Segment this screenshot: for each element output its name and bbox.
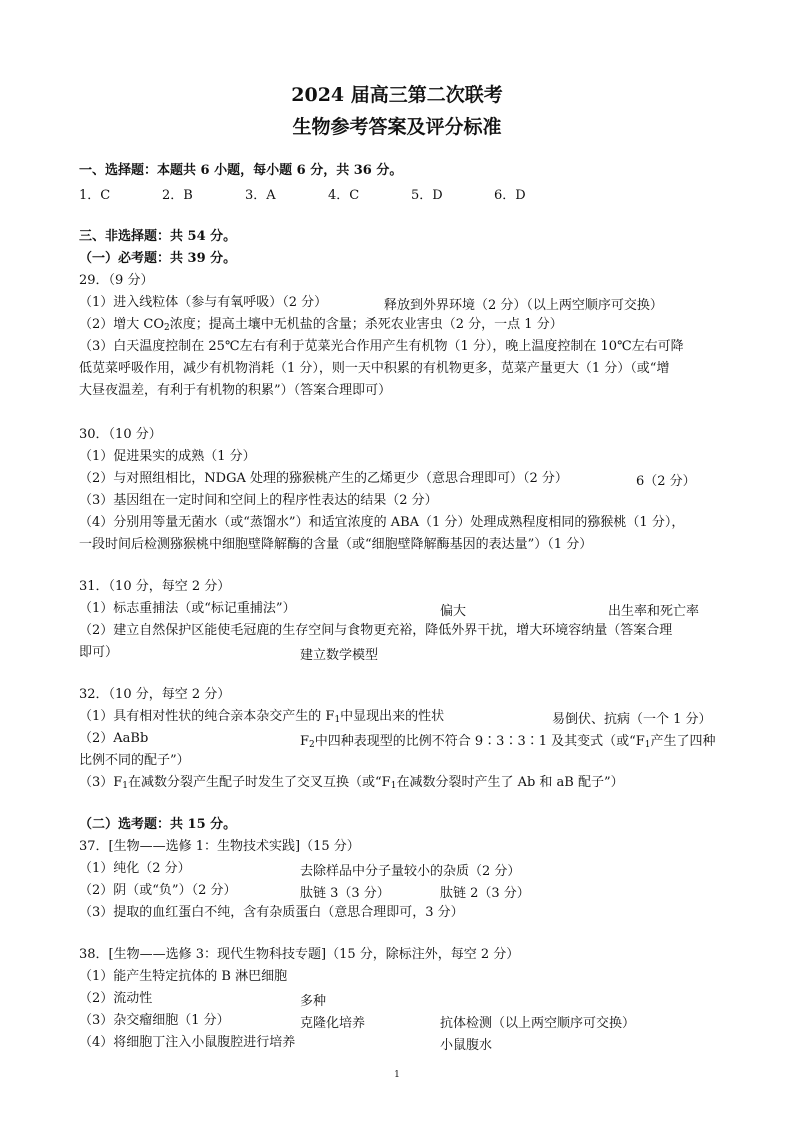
q37-answer-2b: 肽链 3（3 分） bbox=[300, 886, 390, 901]
q32-answer-3: $(3)F_1$在减数分裂产生配子时发生了交叉互换（或“$F_1$在减数分裂时产生了 Ab 和 aB 配子”） bbox=[79, 775, 624, 791]
q29-answer-2: （2）增大 $CO_2$浓度；提高土壤中无机盐的含量；杀死农业害虫（2 分，一点 1 分） bbox=[79, 317, 563, 333]
answer-2: 2．B bbox=[162, 188, 193, 203]
q32-answer-1b: 易倒伏、抗病（一个 1 分） bbox=[552, 712, 712, 727]
q38-answer-2: （2）流动性 bbox=[79, 991, 153, 1006]
q37-answer-2: （2）阴（或“负”）（2 分） bbox=[79, 883, 237, 898]
answer-1: 1．C bbox=[79, 188, 111, 203]
q29-answer-1b: 释放到外界环境（2 分）（以上两空顺序可交换） bbox=[384, 298, 663, 313]
q30-answer-3: （3）基因组在一定时间和空间上的程序性表达的结果（2 分） bbox=[79, 493, 438, 508]
q37-answer-1b: 去除样品中分子量较小的杂质（2 分） bbox=[300, 864, 521, 879]
q31-heading: 31．（10 分，每空 2 分） bbox=[79, 579, 231, 594]
q30-answer-1: （1）促进果实的成熟（1 分） bbox=[79, 449, 256, 464]
q38-answer-4b: 小鼠腹水 bbox=[440, 1038, 493, 1053]
elective-heading: （二）选考题：共 15 分。 bbox=[79, 817, 237, 832]
section3-heading: 三、非选择题：共 54 分。 bbox=[79, 229, 237, 244]
q30-answer-4-line1: （4）分别用等量无菌水（或“蒸馏水”）和适宜浓度的 ABA（1 分）处理成熟程度相同的猕猴桃（1 分）， bbox=[79, 515, 685, 530]
q29-answer-1: （1）进入线粒体（参与有氧呼吸）（2 分） bbox=[79, 295, 328, 310]
answer-6: 6．D bbox=[494, 188, 526, 203]
q29-heading: 29．（9 分） bbox=[79, 273, 154, 288]
q38-answer-3: （3）杂交瘤细胞（1 分） bbox=[79, 1013, 230, 1028]
q32-answer-2: （2）AaBb bbox=[79, 731, 149, 746]
q31-answer-1: （1）标志重捕法（或“标记重捕法”） bbox=[79, 601, 296, 616]
q29-answer-3-line1: （3）白天温度控制在 25℃左右有利于苋菜光合作用产生有机物（1 分），晚上温度控制在 10℃左右可降 bbox=[79, 339, 684, 354]
q31-answer-1b: 偏大 bbox=[440, 604, 467, 619]
page-subtitle: 生物参考答案及评分标准 bbox=[292, 116, 502, 138]
q30-heading: 30．（10 分） bbox=[79, 427, 162, 442]
q38-answer-1: （1）能产生特定抗体的 B 淋巴细胞 bbox=[79, 969, 288, 984]
q30-answer-2: （2）与对照组相比，NDGA 处理的猕猴桃产生的乙烯更少（意思合理即可）（2 分） bbox=[79, 471, 568, 486]
q38-answer-4: （4）将细胞丁注入小鼠腹腔进行培养 bbox=[79, 1035, 296, 1050]
q31-answer-2b: 建立数学模型 bbox=[300, 648, 379, 663]
q37-answer-3: （3）提取的血红蛋白不纯，含有杂质蛋白（意思合理即可，3 分） bbox=[79, 905, 464, 920]
q38-answer-3b: 克隆化培养 bbox=[300, 1016, 366, 1031]
q32-answer-2-line2: 比例不同的配子”） bbox=[79, 753, 190, 768]
answer-3: 3．A bbox=[245, 188, 276, 203]
page-title: 2024 届高三第二次联考 bbox=[291, 84, 503, 106]
q30-answer-4-line2: 一段时间后检测猕猴桃中细胞壁降解酶的含量（或“细胞壁降解酶基因的表达量”）（1 分） bbox=[79, 537, 593, 552]
q30-answer-2b: 6（2 分） bbox=[636, 474, 696, 489]
q32-answer-1: （1）具有相对性状的纯合亲本杂交产生的 $F_1$中显现出来的性状 bbox=[79, 709, 445, 725]
required-heading: （一）必考题：共 39 分。 bbox=[79, 251, 237, 266]
q29-answer-3-line3: 大昼夜温差，有利于有机物的积累”）（答案合理即可） bbox=[79, 383, 392, 398]
q31-answer-2-line2: 即可） bbox=[79, 645, 119, 660]
q37-heading: 37．[生物——选修 1：生物技术实践]（15 分） bbox=[79, 839, 360, 854]
section1-heading: 一、选择题：本题共 6 小题，每小题 6 分，共 36 分。 bbox=[79, 163, 403, 178]
q38-heading: 38．[生物——选修 3：现代生物科技专题]（15 分，除标注外，每空 2 分） bbox=[79, 947, 520, 962]
q37-answer-1: （1）纯化（2 分） bbox=[79, 861, 191, 876]
q37-answer-2c: 肽链 2（3 分） bbox=[440, 886, 530, 901]
q29-answer-3-line2: 低苋菜呼吸作用，减少有机物消耗（1 分），则一天中积累的有机物更多，苋菜产量更大（1 分）（或“增 bbox=[79, 361, 670, 376]
q31-answer-1c: 出生率和死亡率 bbox=[608, 604, 700, 619]
q32-answer-2b: $F_2$中四种表现型的比例不符合 9∶3∶3∶1 及其变式（或“$F_1$产生了四种 bbox=[300, 734, 716, 750]
answer-5: 5．D bbox=[411, 188, 443, 203]
q38-answer-3c: 抗体检测（以上两空顺序可交换） bbox=[440, 1016, 636, 1031]
q38-answer-2b: 多种 bbox=[300, 994, 327, 1009]
q31-answer-2-line1: （2）建立自然保护区能使毛冠鹿的生存空间与食物更充裕，降低外界干扰，增大环境容纳量（答案合理 bbox=[79, 623, 673, 638]
answer-4: 4．C bbox=[328, 188, 360, 203]
page-number: 1 bbox=[394, 1070, 400, 1080]
q32-heading: 32．（10 分，每空 2 分） bbox=[79, 687, 231, 702]
